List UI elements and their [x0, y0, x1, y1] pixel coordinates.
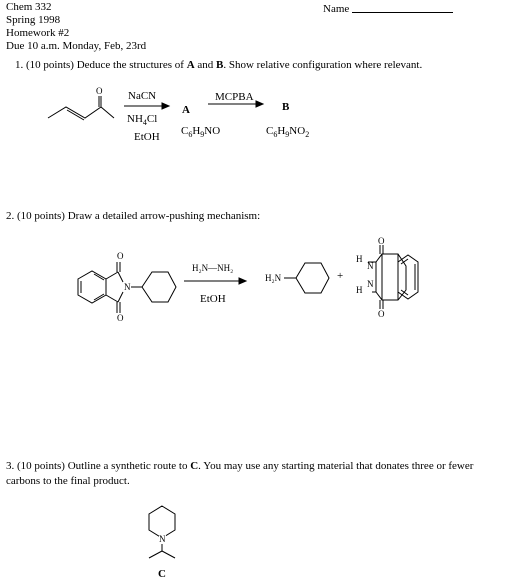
hydrazide-oxygen-bottom: O — [378, 309, 385, 319]
q2-reagent-etoh: EtOH — [200, 293, 226, 305]
q3-prompt-line2: carbons to the final product. — [6, 475, 130, 487]
hydrazide-n-bottom: N — [367, 279, 374, 289]
formula-B: $C_6H_9NO_2$ — [266, 125, 310, 140]
course-title: Chem 332 — [6, 1, 52, 13]
q2-reagent-hydrazine: H₂N—NH₂ — [192, 263, 234, 273]
assignment-title: Homework #2 — [6, 27, 70, 39]
label-C: C — [158, 568, 166, 580]
plus-sign: + — [337, 270, 344, 282]
q2-prompt: 2. (10 points) Draw a detailed arrow-pushing mechanism: — [6, 210, 261, 222]
piperidine-nitrogen: N — [159, 534, 166, 544]
imide-oxygen-top: O — [117, 251, 124, 261]
q1-reagent-nacn: NaCN — [128, 90, 157, 102]
amine-label: H₂N — [265, 273, 282, 283]
hydrazide-h-bottom: H — [356, 285, 363, 295]
formula-A: $C_6H_9NO$ — [181, 125, 221, 140]
name-label: Name — [323, 3, 350, 15]
hydrazide-n-top: N — [367, 261, 374, 271]
carbonyl-oxygen: O — [96, 86, 103, 96]
due-date: Due 10 a.m. Monday, Feb, 23rd — [6, 40, 147, 52]
hydrazide-oxygen-top: O — [378, 236, 385, 246]
q1-prompt: 1. (10 points) Deduce the structures of A and B. Show relative configuration where relevant. — [15, 59, 423, 71]
imide-oxygen-bottom: O — [117, 313, 124, 323]
term: Spring 1998 — [6, 14, 61, 26]
q3-prompt: 3. (10 points) Outline a synthetic route to C. You may use any starting material that donates three or fewer — [6, 460, 474, 472]
label-A: A — [182, 104, 190, 116]
isopropylpiperidine-structure — [149, 506, 175, 558]
label-B: B — [282, 101, 290, 113]
q1-reagent-nh4cl: $NH_4Cl$ — [127, 113, 158, 128]
imide-nitrogen: N — [124, 282, 131, 292]
hydrazide-h-top: H — [356, 254, 363, 264]
q1-reagent-mcpba: MCPBA — [215, 91, 254, 103]
q1-reagent-etoh: EtOH — [134, 131, 160, 143]
